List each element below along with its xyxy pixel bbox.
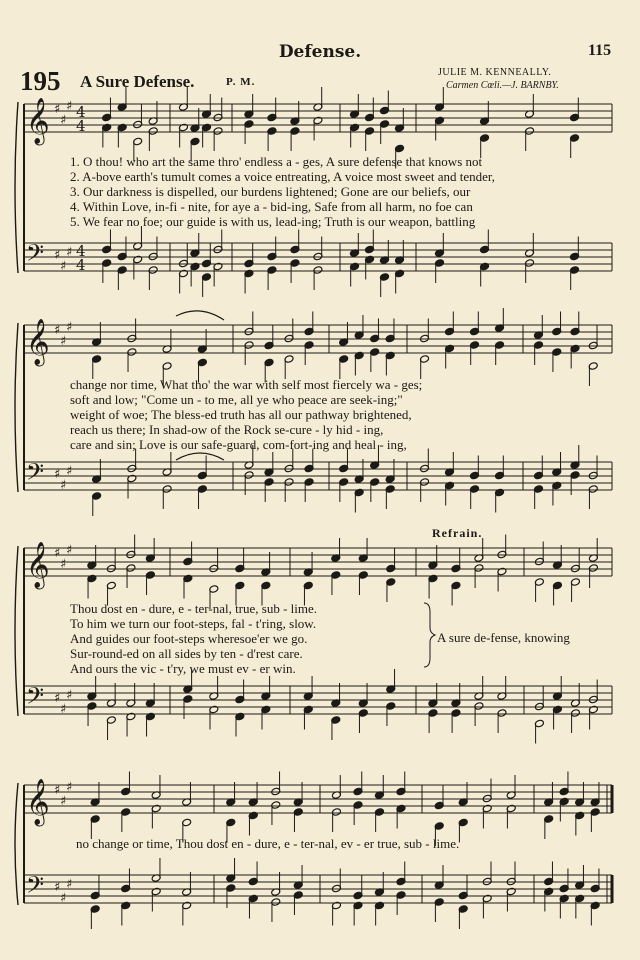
sharp-sign: ♯	[54, 691, 61, 706]
sharp-sign: ♯	[54, 783, 61, 798]
system-brace	[15, 102, 18, 273]
sharp-sign: ♯	[66, 464, 73, 479]
slur	[176, 311, 224, 320]
slur	[176, 453, 224, 460]
treble-clef: 𝄞	[26, 779, 50, 825]
verse-line: 2. A-bove earth's tumult comes a voice entreating, A voice most sweet and tender,	[70, 169, 495, 184]
sharp-sign: ♯	[66, 688, 73, 703]
system-brace	[15, 323, 18, 492]
hymn-title: A Sure Defense.	[80, 72, 195, 91]
refrain-label: Refrain.	[432, 526, 483, 540]
sharp-sign: ♯	[66, 320, 73, 335]
bass-clef: 𝄢	[26, 458, 45, 491]
treble-clef: 𝄞	[26, 319, 50, 365]
sharp-sign: ♯	[54, 102, 61, 117]
sharp-sign: ♯	[54, 467, 61, 482]
time-signature: 4	[76, 242, 86, 260]
sharp-sign: ♯	[60, 557, 67, 572]
verse-line: Thou dost en - dure, e - ter-nal, true, sub - lime.	[70, 601, 318, 616]
sharp-sign: ♯	[60, 702, 67, 717]
hymn-number: 195	[20, 66, 61, 96]
verse-line: reach us there; In shad-ow of the Rock se-cure - ly hid - ing,	[70, 422, 384, 437]
author-credit: JULIE M. KENNEALLY.	[438, 67, 552, 78]
sharp-sign: ♯	[66, 877, 73, 892]
sharp-sign: ♯	[60, 113, 67, 128]
verse-line: Sur-round-ed on all sides by ten - d'rest care.	[70, 646, 303, 661]
verse-line: 5. We fear no foe; our guide is with us, lead-ing; Truth is our weapon, battling	[70, 214, 476, 229]
tune-credit: Carmen Cœli.—J. BARNBY.	[446, 80, 559, 91]
verse-line: soft and low; "Come un - to me, all ye who peace are seek-ing;"	[70, 392, 403, 407]
verse-line: To him we turn our foot-steps, fal - t'ring, slow.	[70, 616, 317, 631]
verse-line: 1. O thou! who art the same thro' endless a - ges, A sure defense that knows not	[70, 154, 483, 169]
sharp-sign: ♯	[60, 891, 67, 906]
refrain-bracket	[424, 603, 435, 667]
bass-clef: 𝄢	[26, 871, 45, 904]
sharp-sign: ♯	[60, 478, 67, 493]
verse-line: And ours the vic - t'ry, we must ev - er win.	[70, 661, 296, 676]
sharp-sign: ♯	[54, 323, 61, 338]
section-title: Defense.	[278, 42, 362, 62]
sharp-sign: ♯	[60, 334, 67, 349]
system-brace	[15, 546, 18, 716]
bass-clef: 𝄢	[26, 682, 45, 715]
verse-line: weight of woe; The bless-ed truth has all our pathway brightened,	[70, 407, 412, 422]
system-brace	[15, 783, 18, 905]
verse-line: And guides our foot-steps wheresoe'er we go.	[70, 631, 308, 646]
sharp-sign: ♯	[54, 880, 61, 895]
sharp-sign: ♯	[54, 248, 61, 263]
verse-line: 3. Our darkness is dispelled, our burdens lightened; Gone are our beliefs, our	[70, 184, 471, 199]
closing-lyric: no change or time, Thou dost en - dure, e - ter-nal, ev - er true, sub - lime.	[76, 836, 460, 851]
sharp-sign: ♯	[60, 794, 67, 809]
sharp-sign: ♯	[54, 546, 61, 561]
sharp-sign: ♯	[66, 543, 73, 558]
verse-line: change nor time, What tho' the war with self most fiercely wa - ges;	[70, 377, 423, 392]
sharp-sign: ♯	[60, 259, 67, 274]
bass-clef: 𝄢	[26, 239, 45, 272]
time-signature: 4	[76, 117, 86, 135]
meter-label: P. M.	[226, 76, 256, 88]
page-number: 115	[588, 42, 612, 59]
verse-line: care and sin; Love is our safe-guard, com-fort-ing and heal - ing,	[70, 437, 407, 452]
refrain-text: A sure de-fense, knowing	[437, 630, 570, 645]
time-signature: 4	[76, 103, 86, 121]
sharp-sign: ♯	[66, 780, 73, 795]
sharp-sign: ♯	[66, 99, 73, 114]
treble-clef: 𝄞	[26, 98, 50, 144]
time-signature: 4	[76, 256, 86, 274]
sharp-sign: ♯	[66, 245, 73, 260]
verse-line: 4. Within Love, in-fi - nite, for aye a - bid-ing, Safe from all harm, no foe can	[70, 199, 473, 214]
treble-clef: 𝄞	[26, 542, 50, 588]
